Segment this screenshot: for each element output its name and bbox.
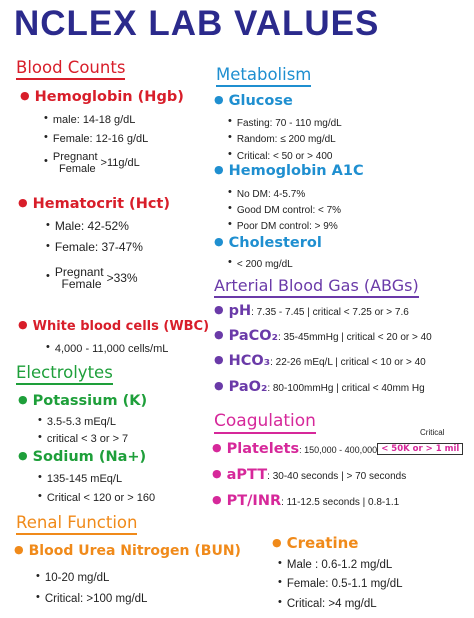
bullet-icon: ● (212, 441, 222, 454)
bullet-icon: ● (214, 163, 224, 176)
platelets-row: ● Platelets: 150,000 - 400,000 < 50K or > 1 mil (212, 441, 463, 457)
abg-ph-value: : 7.35 - 7.45 | critical < 7.25 or > 7.6 (251, 307, 409, 318)
bullet-icon: ● (214, 303, 224, 316)
bullet-icon: • (278, 557, 282, 569)
bun-title: ● Blood Urea Nitrogen (BUN) (14, 543, 241, 559)
bullet-icon: • (278, 596, 282, 608)
electrolytes-heading: Electrolytes (16, 363, 113, 382)
ptinr-value: : 11-12.5 seconds | 0.8-1.1 (281, 497, 400, 508)
wbc-title: ● White blood cells (WBC) (18, 318, 210, 334)
creatine-critical: • Critical: >4 mg/dL (278, 596, 377, 610)
sodium-title: ● Sodium (Na+) (18, 449, 147, 465)
bullet-icon: • (228, 186, 232, 198)
hemoglobin-pregnant: • Pregnant Female >11g/dL (44, 151, 140, 175)
a1c-no-dm: • No DM: 4-5.7% (228, 186, 306, 200)
bullet-icon: ● (214, 235, 224, 248)
abg-pao2-value: : 80-100mmHg | critical < 40mm Hg (267, 383, 425, 394)
bullet-icon: • (44, 112, 48, 124)
hemoglobin-male: • male: 14-18 g/dL (44, 112, 136, 126)
bullet-icon: • (228, 115, 232, 127)
bullet-icon: • (38, 471, 42, 483)
abg-paco2: ● PaCO₂: 35-45mmHg | critical < 20 or > 40 (214, 328, 432, 344)
bullet-icon: • (38, 490, 42, 502)
a1c-poor-control: • Poor DM control: > 9% (228, 218, 338, 232)
renal-heading: Renal Function (16, 513, 137, 532)
potassium-critical: • critical < 3 or > 7 (38, 431, 129, 445)
bullet-icon: • (228, 148, 232, 160)
ptinr-row: ● PT/INR: 11-12.5 seconds | 0.8-1.1 (212, 493, 400, 509)
bullet-icon: • (46, 240, 50, 252)
page-title: NCLEX LAB VALUES (14, 4, 380, 43)
bullet-icon: ● (214, 379, 224, 392)
sodium-range: • 135-145 mEq/L (38, 471, 123, 485)
creatine-male: • Male : 0.6-1.2 mg/dL (278, 557, 393, 571)
bun-range: • 10-20 mg/dL (36, 570, 110, 584)
creatine-female: • Female: 0.5-1.1 mg/dL (278, 576, 403, 590)
bullet-icon: • (228, 256, 232, 268)
hemoglobin-female: • Female: 12-16 g/dL (44, 131, 149, 145)
abgs-heading: Arterial Blood Gas (ABGs) (214, 276, 419, 295)
hematocrit-female: • Female: 37-47% (46, 240, 143, 254)
hematocrit-pregnant: • Pregnant Female >33% (46, 265, 138, 291)
bullet-icon: • (228, 218, 232, 230)
abg-hco3-value: : 22-26 mEq/L | critical < 10 or > 40 (270, 357, 426, 368)
bullet-icon: ● (212, 467, 222, 480)
coagulation-critical-tag: Critical (420, 428, 445, 437)
bullet-icon: ● (18, 393, 28, 406)
metabolism-heading: Metabolism (216, 65, 311, 84)
bullet-icon: • (46, 270, 50, 283)
bullet-icon: • (38, 431, 42, 443)
abg-pao2: ● PaO₂: 80-100mmHg | critical < 40mm Hg (214, 379, 425, 395)
bullet-icon: ● (18, 318, 28, 331)
bullet-icon: • (38, 414, 42, 426)
cholesterol-range: • < 200 mg/dL (228, 256, 293, 270)
bullet-icon: ● (14, 543, 24, 556)
aptt-row: ● aPTT: 30-40 seconds | > 70 seconds (212, 467, 407, 483)
hematocrit-male: • Male: 42-52% (46, 219, 129, 233)
bullet-icon: • (44, 131, 48, 143)
bun-critical: • Critical: >100 mg/dL (36, 591, 148, 605)
blood-counts-heading: Blood Counts (16, 58, 125, 77)
bullet-icon: ● (214, 328, 224, 341)
wbc-range: • 4,000 - 11,000 cells/mL (46, 341, 169, 355)
bullet-icon: ● (272, 536, 282, 549)
bullet-icon: ● (18, 196, 28, 209)
glucose-random: • Random: ≤ 200 mg/dL (228, 131, 336, 145)
bullet-icon: • (228, 131, 232, 143)
bullet-icon: ● (214, 353, 224, 366)
glucose-critical: • Critical: < 50 or > 400 (228, 148, 333, 162)
abg-hco3: ● HCO₃: 22-26 mEq/L | critical < 10 or > 40 (214, 353, 426, 369)
a1c-good-control: • Good DM control: < 7% (228, 202, 342, 216)
sodium-critical: • Critical < 120 or > 160 (38, 490, 156, 504)
bullet-icon: • (36, 591, 40, 603)
coagulation-heading: Coagulation (214, 411, 316, 431)
platelets-value: : 150,000 - 400,000 (299, 445, 378, 455)
bullet-icon: • (46, 219, 50, 231)
bullet-icon: • (36, 570, 40, 582)
bullet-icon: ● (212, 493, 222, 506)
bullet-icon: • (46, 341, 50, 353)
a1c-title: ● Hemoglobin A1C (214, 163, 364, 179)
bullet-icon: ● (20, 89, 30, 102)
potassium-range: • 3.5-5.3 mEq/L (38, 414, 116, 428)
bullet-icon: ● (214, 93, 224, 106)
potassium-title: ● Potassium (K) (18, 393, 148, 409)
bullet-icon: ● (18, 449, 28, 462)
hemoglobin-title: ● Hemoglobin (Hgb) (20, 89, 184, 105)
abg-ph: ● pH: 7.35 - 7.45 | critical < 7.25 or > 7.6 (214, 303, 409, 319)
glucose-fasting: • Fasting: 70 - 110 mg/dL (228, 115, 342, 129)
platelets-critical: < 50K or > 1 mil (377, 443, 463, 455)
glucose-title: ● Glucose (214, 93, 293, 109)
bullet-icon: • (228, 202, 232, 214)
creatine-title: ● Creatine (272, 534, 359, 552)
abg-paco2-value: : 35-45mmHg | critical < 20 or > 40 (277, 332, 432, 343)
bullet-icon: • (278, 576, 282, 588)
aptt-value: : 30-40 seconds | > 70 seconds (267, 471, 407, 482)
bullet-icon: • (44, 154, 48, 167)
hematocrit-title: ● Hematocrit (Hct) (18, 196, 170, 212)
cholesterol-title: ● Cholesterol (214, 235, 322, 251)
